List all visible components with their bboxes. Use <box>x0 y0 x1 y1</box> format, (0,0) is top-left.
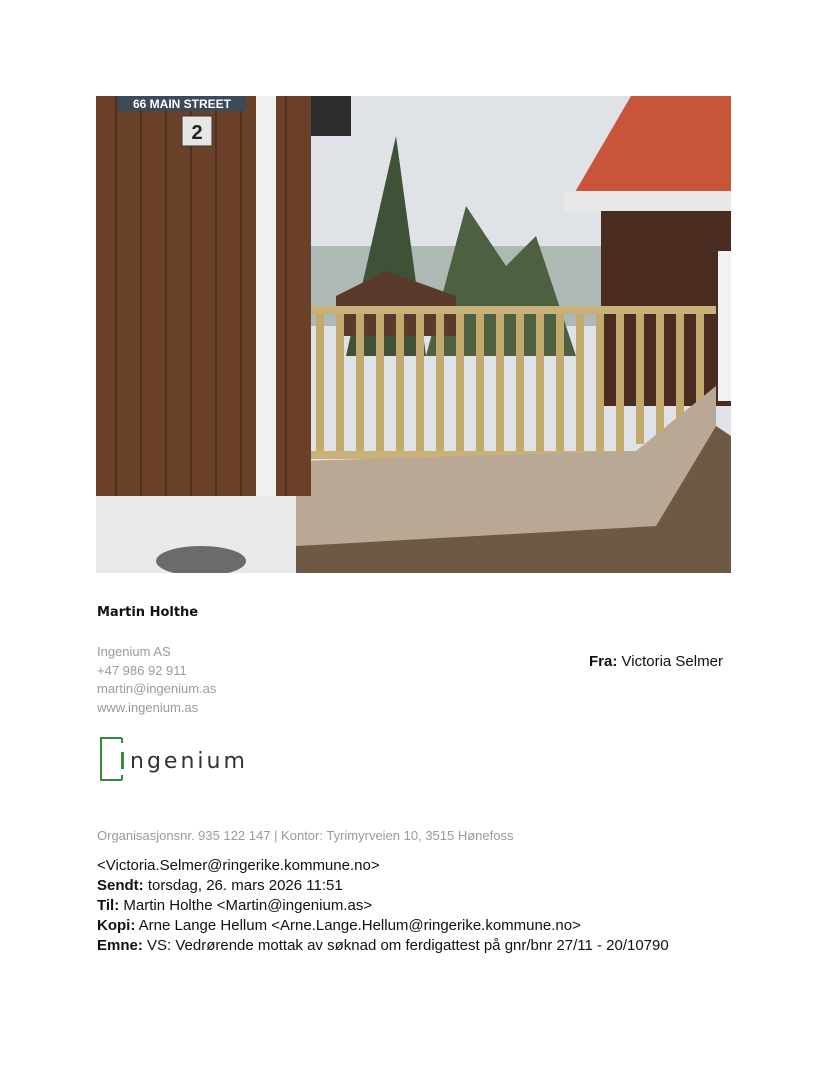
from-label: Fra: <box>589 653 618 670</box>
to-label: Til: <box>97 897 120 914</box>
cc-line <box>97 916 669 936</box>
signature-name: Martin Holthe <box>97 605 199 620</box>
organization-line: Organisasjonsnr. 935 122 147 | Kontor: Tyrimyrveien 10, 3515 Hønefoss <box>97 828 514 843</box>
cc-label: Kopi: <box>97 917 136 934</box>
house-number: 2 <box>191 122 203 144</box>
to-line <box>97 896 669 916</box>
sent-label: Sendt: <box>97 877 144 894</box>
fence-photo <box>96 96 731 573</box>
subject-line <box>97 936 669 956</box>
signature-contact <box>97 643 216 718</box>
signature-website[interactable]: www.ingenium.as <box>97 700 199 716</box>
email-header <box>97 856 669 956</box>
cc-value: Arne Lange Hellum <Arne.Lange.Hellum@ringerike.kommune.no> <box>138 917 581 934</box>
ingenium-logo <box>100 737 250 781</box>
from-name: Victoria Selmer <box>621 653 723 670</box>
street-sign-text: 66 MAIN STREET <box>132 97 232 111</box>
to-value: Martin Holthe <Martin@ingenium.as> <box>123 897 373 914</box>
signature-phone: +47 986 92 911 <box>97 662 187 678</box>
from-address: <Victoria.Selmer@ringerike.kommune.no> <box>97 857 380 874</box>
from-line <box>589 653 723 670</box>
signature-company: Ingenium AS <box>97 644 171 659</box>
sent-value: torsdag, 26. mars 2026 11:51 <box>147 877 343 894</box>
svg-text:ngenium: ngenium <box>130 749 248 774</box>
signature-email[interactable]: martin@ingenium.as <box>97 681 217 697</box>
sent-line <box>97 876 669 896</box>
subject-label: Emne: <box>97 937 143 954</box>
subject-value: VS: Vedrørende mottak av søknad om ferdigattest på gnr/bnr 27/11 - 20/10790 <box>147 937 669 954</box>
